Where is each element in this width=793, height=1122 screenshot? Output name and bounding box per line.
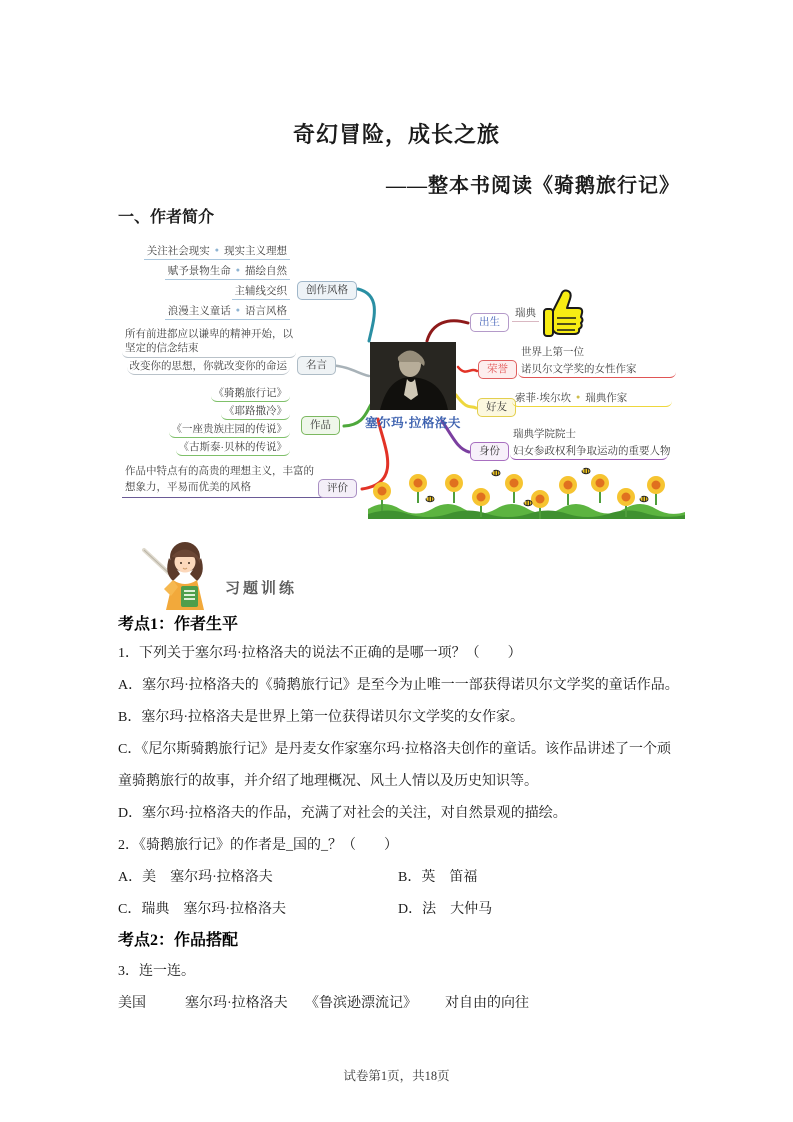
bullet-dot-icon: ● <box>235 307 240 314</box>
match-item-theme: 对自由的向往 <box>445 996 529 1011</box>
mindmap-node-identity: 身份 <box>470 442 509 461</box>
teacher-illustration <box>138 536 218 612</box>
match-item-country: 美国 <box>118 996 146 1011</box>
mindmap-item-quote-2: 改变你的思想，你就改变你的命运 <box>127 360 291 375</box>
mindmap-node-quotes: 名言 <box>297 356 336 375</box>
mindmap-item-creation-style-1: 关注社会现实 ● 现实主义理想 <box>144 245 290 260</box>
question-1: 1．下列关于塞尔玛·拉格洛夫的说法不正确的是哪一项？（ ） <box>118 646 522 661</box>
mindmap-item-friend: 索菲·埃尔坎 ● 瑞典作家 <box>512 392 672 407</box>
mindmap-item-honor-2: 诺贝尔文学奖的女性作家 <box>518 363 676 378</box>
bullet-dot-icon: ● <box>235 267 240 274</box>
mindmap-node-friend: 好友 <box>477 398 516 417</box>
section-heading-author-intro: 一、作者简介 <box>118 209 215 226</box>
question-1-option-d: D．塞尔玛·拉格洛夫的作品，充满了对社会的关注，对自然景观的描绘。 <box>118 806 567 821</box>
question-2-option-a: A．美 塞尔玛·拉格洛夫 <box>118 870 273 885</box>
author-name-label: 塞尔玛·拉格洛夫 <box>365 416 461 430</box>
mindmap-node-birth: 出生 <box>470 313 509 332</box>
mindmap-item-work-2: 《耶路撒冷》 <box>221 405 290 420</box>
exercise-section-header: 习题训练 <box>225 580 298 597</box>
mindmap-item-work-4: 《古斯泰·贝林的传说》 <box>176 441 291 456</box>
thumbs-up-icon <box>540 287 584 339</box>
mindmap-item-work-1: 《骑鹅旅行记》 <box>211 387 291 402</box>
mindmap-item-birth-value: 瑞典 <box>512 307 539 322</box>
page-title: 奇幻冒险，成长之旅 <box>292 122 500 147</box>
question-2-option-c: C．瑞典 塞尔玛·拉格洛夫 <box>118 902 286 917</box>
question-3: 3．连一连。 <box>118 964 195 979</box>
page-subtitle: ——整本书阅读《骑鹅旅行记》 <box>386 175 680 197</box>
mindmap-item-evaluation: 作品中特点有的高贵的理想主义，丰富的想象力，平易而优美的风格 <box>122 463 324 498</box>
mindmap-item-creation-style-4: 浪漫主义童话 ● 语言风格 <box>165 305 290 320</box>
mindmap-item-honor-1: 世界上第一位 <box>521 346 584 358</box>
author-mindmap <box>120 237 685 519</box>
question-2-option-b: B．英 笛福 <box>398 870 478 885</box>
question-1-option-b: B．塞尔玛·拉格洛夫是世界上第一位获得诺贝尔文学奖的女作家。 <box>118 710 524 725</box>
bullet-dot-icon: ● <box>576 394 581 401</box>
question-body <box>118 612 680 1020</box>
sunflower-grass-illustration <box>368 465 685 519</box>
mindmap-item-creation-style-3: 主辅线交织 <box>232 285 291 300</box>
match-item-book: 《鲁滨逊漂流记》 <box>305 996 417 1011</box>
match-item-author: 塞尔玛·拉格洛夫 <box>185 996 288 1011</box>
question-3-match-row <box>118 988 680 1020</box>
portrait-illustration <box>370 342 456 410</box>
question-2-options-row-1 <box>118 862 680 894</box>
kaodian1-heading: 考点1：作者生平 <box>118 616 239 633</box>
mindmap-item-work-3: 《一座贵族庄园的传说》 <box>169 423 291 438</box>
mindmap-item-creation-style-2: 赋予景物生命 ● 描绘自然 <box>165 265 290 280</box>
mindmap-node-works: 作品 <box>301 416 340 435</box>
question-2-options-row-2 <box>118 894 680 926</box>
mindmap-node-evaluation: 评价 <box>318 479 357 498</box>
bullet-dot-icon: ● <box>214 247 219 254</box>
mindmap-item-identity-2: 妇女参政权利争取运动的重要人物 <box>510 445 668 460</box>
page-footer: 试卷第1页，共18页 <box>343 1069 450 1083</box>
kaodian2-heading: 考点2：作品搭配 <box>118 932 239 949</box>
mindmap-node-creation-style: 创作风格 <box>297 281 357 300</box>
question-1-option-c: C．《尼尔斯骑鹅旅行记》是丹麦女作家塞尔玛·拉格洛夫创作的童话。该作品讲述了一个顽童骑鹅旅行的故事，并介绍了地理概况、风土人情以及历史知识等。 <box>118 742 671 789</box>
question-2: 2．《骑鹅旅行记》的作者是_国的_？（ ） <box>118 838 398 853</box>
question-1-option-a: A．塞尔玛·拉格洛夫的《骑鹅旅行记》是至今为止唯一一部获得诺贝尔文学奖的童话作品。 <box>118 678 679 693</box>
mindmap-item-identity-1: 瑞典学院院士 <box>513 428 576 440</box>
author-portrait-photo <box>370 342 456 410</box>
mindmap-item-quote-1: 所有前进都应以谦卑的精神开始，以坚定的信念结束 <box>122 327 296 358</box>
question-2-option-d: D．法 大仲马 <box>398 902 493 917</box>
mindmap-node-honor: 荣誉 <box>478 360 517 379</box>
